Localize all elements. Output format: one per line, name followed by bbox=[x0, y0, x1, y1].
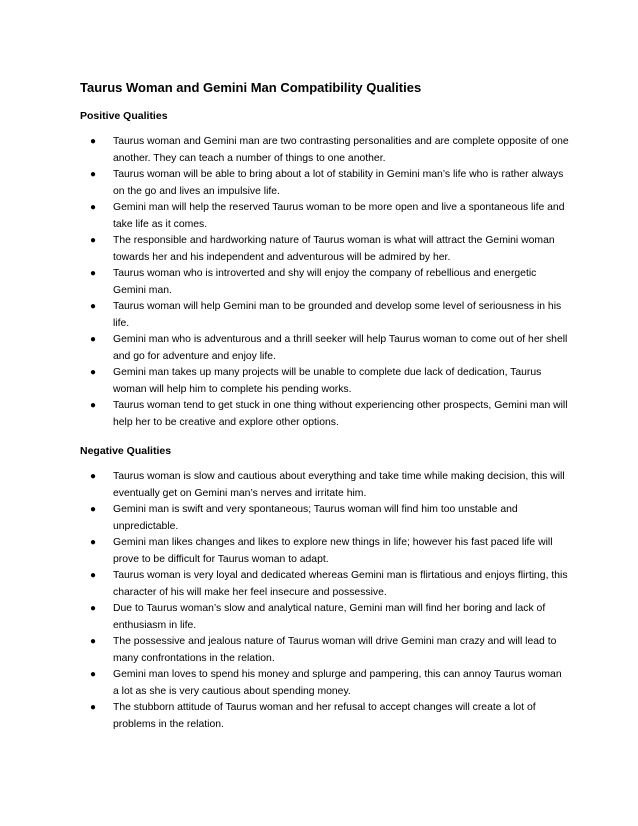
positive-qualities-list bbox=[80, 134, 598, 431]
list-item: ● Gemini man is swift and very spontaneous; Taurus woman will find him too unstable and unpredictable. bbox=[90, 504, 518, 532]
bullet-icon: ● bbox=[90, 301, 97, 312]
bullet-icon: ● bbox=[90, 669, 97, 680]
list-item: ● Taurus woman who is introverted and shy will enjoy the company of rebellious and energetic Gemini man. bbox=[90, 268, 537, 296]
list-item: ● Gemini man likes changes and likes to explore new things in life; however his fast paced life will prove to be difficult for Taurus woman to adapt. bbox=[90, 537, 553, 565]
list-item: ● Taurus woman will be able to bring about a lot of stability in Gemini man’s life who is rather always on the go and lives an impulsive life. bbox=[90, 169, 564, 197]
list-item: ● Taurus woman is very loyal and dedicated whereas Gemini man is flirtatious and enjoys flirting, this character of his will make her feel insecure and possessive. bbox=[90, 570, 568, 598]
list-item: ● Gemini man takes up many projects will be unable to complete due lack of dedication, Taurus woman will help him to complete his pending works. bbox=[90, 367, 542, 395]
negative-qualities-heading: Negative Qualities bbox=[80, 445, 172, 457]
bullet-icon: ● bbox=[90, 702, 97, 713]
bullet-icon: ● bbox=[90, 603, 97, 614]
bullet-icon: ● bbox=[90, 136, 97, 147]
bullet-icon: ● bbox=[90, 202, 97, 213]
bullet-icon: ● bbox=[90, 334, 97, 345]
page-title: Taurus Woman and Gemini Man Compatibility Qualities bbox=[80, 80, 422, 95]
list-item: ● Due to Taurus woman’s slow and analytical nature, Gemini man will find her boring and lack of enthusiasm in life. bbox=[90, 603, 546, 631]
list-item: ● Taurus woman will help Gemini man to be grounded and develop some level of seriousness in his life. bbox=[90, 301, 562, 329]
list-item: ● Gemini man will help the reserved Taurus woman to be more open and live a spontaneous life and take life as it comes. bbox=[90, 202, 565, 230]
list-item: ● Gemini man who is adventurous and a thrill seeker will help Taurus woman to come out of her shell and go for adventure and enjoy life. bbox=[90, 334, 568, 362]
list-item: ● Taurus woman tend to get stuck in one thing without experiencing other prospects, Gemini man will help her to be creative and explore other options. bbox=[90, 400, 568, 428]
list-item: ● The possessive and jealous nature of Taurus woman will drive Gemini man crazy and will lead to many confrontations in the relation. bbox=[90, 636, 557, 664]
bullet-icon: ● bbox=[90, 268, 97, 279]
negative-qualities-list bbox=[80, 469, 598, 733]
bullet-icon: ● bbox=[90, 570, 97, 581]
list-item: ● Gemini man loves to spend his money and splurge and pampering, this can annoy Taurus woman a lot as she is very cautious about spending money. bbox=[90, 669, 562, 697]
bullet-icon: ● bbox=[90, 636, 97, 647]
bullet-icon: ● bbox=[90, 235, 97, 246]
bullet-icon: ● bbox=[90, 367, 97, 378]
bullet-icon: ● bbox=[90, 169, 97, 180]
positive-qualities-heading: Positive Qualities bbox=[80, 110, 168, 122]
list-item: ● The stubborn attitude of Taurus woman and her refusal to accept changes will create a lot of problems in the relation. bbox=[90, 702, 536, 730]
list-item: ● Taurus woman is slow and cautious about everything and take time while making decision, this will eventually get on Gemini man’s nerves and irritate him. bbox=[90, 471, 565, 499]
bullet-icon: ● bbox=[90, 471, 97, 482]
list-item: ● Taurus woman and Gemini man are two contrasting personalities and are complete opposite of one another. They can teach a number of things to one another. bbox=[90, 136, 569, 164]
bullet-icon: ● bbox=[90, 537, 97, 548]
bullet-icon: ● bbox=[90, 400, 97, 411]
bullet-icon: ● bbox=[90, 504, 97, 515]
list-item: ● The responsible and hardworking nature of Taurus woman is what will attract the Gemini woman towards her and his independent and adventurous will be admired by her. bbox=[90, 235, 555, 263]
